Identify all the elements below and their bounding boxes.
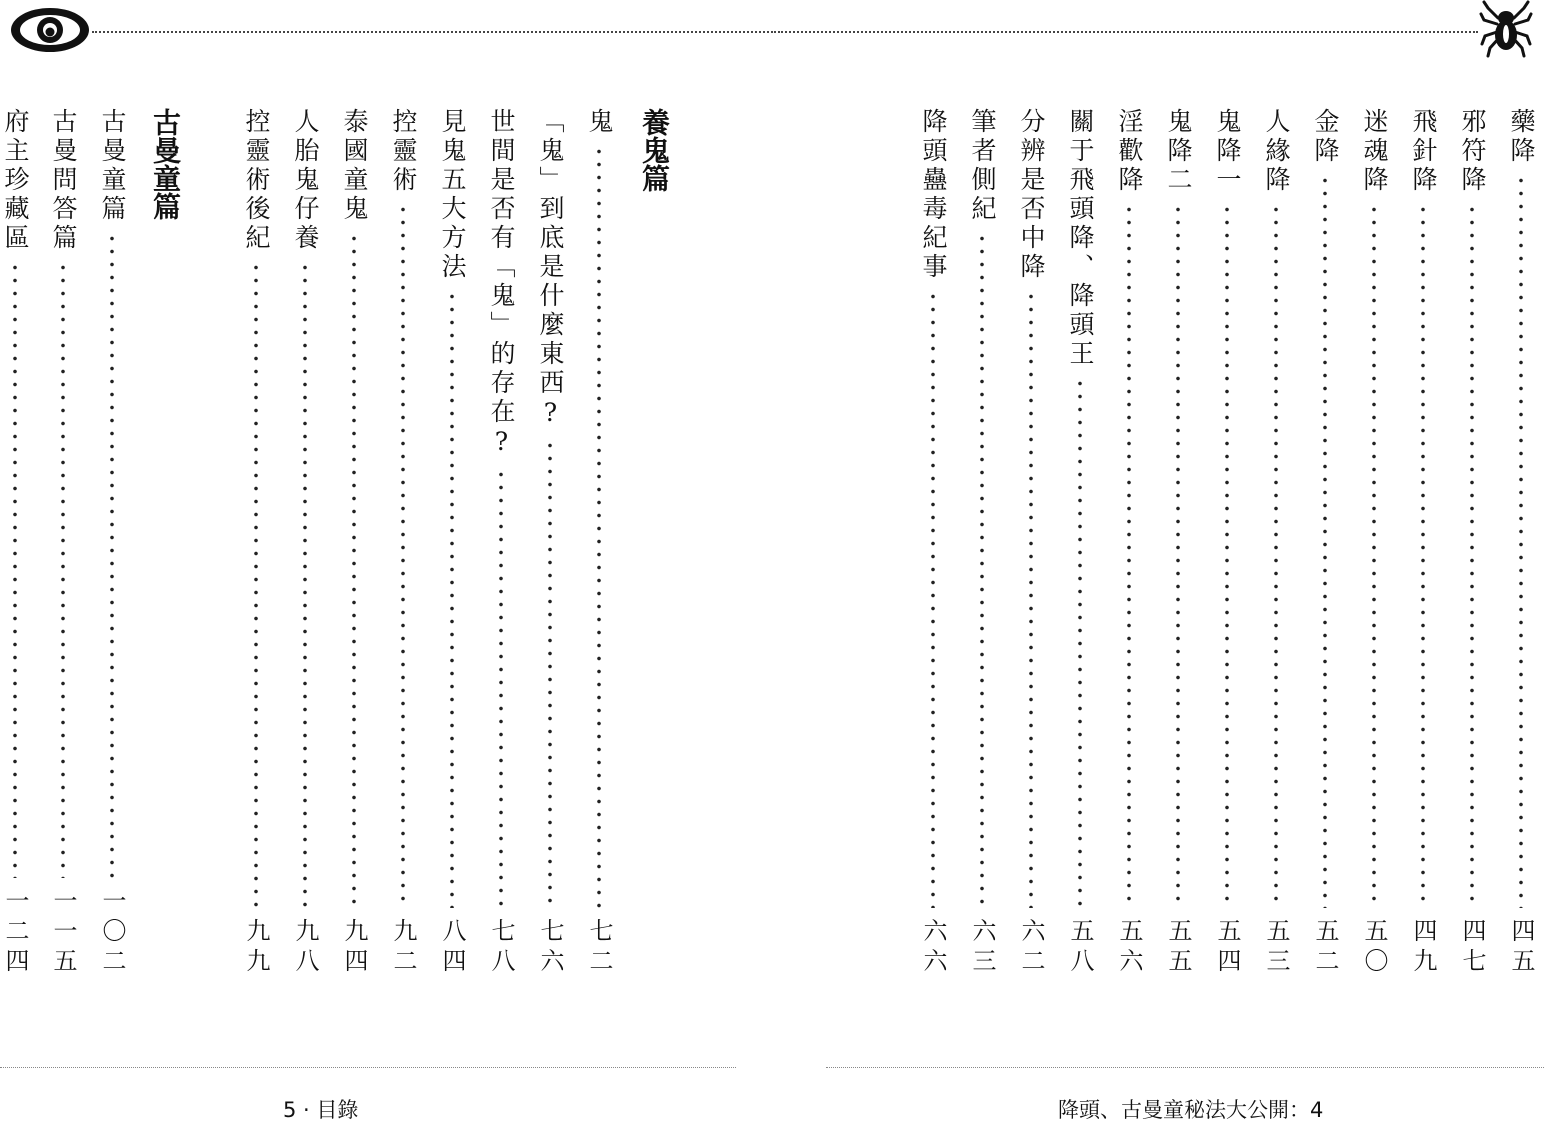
toc-entry-title: 泰國童鬼	[340, 108, 369, 224]
toc-entry[interactable]	[434, 108, 470, 978]
dot-leader	[60, 261, 66, 878]
toc-entry[interactable]	[0, 108, 33, 978]
dot-leader	[979, 232, 985, 908]
toc-entry-page: 五六	[1115, 918, 1143, 978]
dot-leader	[1518, 174, 1524, 908]
toc-entry[interactable]	[532, 108, 568, 978]
toc-entry-title: 降頭蠱毒紀事	[919, 108, 948, 282]
dot-leader	[1469, 203, 1475, 908]
dot-leader	[498, 468, 504, 908]
toc-entry[interactable]	[1209, 108, 1245, 978]
dot-leader	[1224, 203, 1230, 908]
toc-entry-page: 九二	[389, 918, 417, 978]
section-heading-text: 養鬼篇	[638, 108, 671, 192]
toc-entry-title: 邪符降	[1458, 108, 1487, 195]
header-rule-right	[778, 31, 1478, 33]
toc-entry-title: 人胎鬼仔養	[291, 108, 320, 253]
toc-entry-page: 六三	[968, 918, 996, 978]
toc-entry[interactable]	[964, 108, 1000, 978]
section-heading-text: 古曼童篇	[149, 108, 182, 220]
dot-leader	[1322, 174, 1328, 908]
toc-entry[interactable]	[1454, 108, 1490, 978]
dot-leader	[547, 439, 553, 908]
footer-rule-left	[0, 1067, 736, 1068]
toc-entry-page: 八四	[438, 918, 466, 978]
toc-entry-page: 四七	[1458, 918, 1486, 978]
toc-entry-title: 分辨是否中降	[1017, 108, 1046, 282]
toc-entry[interactable]	[1111, 108, 1147, 978]
page-footer-left: 5 · 目錄	[283, 1098, 359, 1122]
spider-icon	[1478, 0, 1534, 62]
section-heading	[147, 108, 183, 978]
toc-entry[interactable]	[385, 108, 421, 978]
toc-entry-title: 人緣降	[1262, 108, 1291, 195]
toc-entry-title: 控靈術後紀	[242, 108, 271, 253]
toc-entry[interactable]	[1062, 108, 1098, 978]
toc-entry-title: 筆者側紀	[968, 108, 997, 224]
toc-entry-page: 五八	[1066, 918, 1094, 978]
toc-entry[interactable]	[915, 108, 951, 978]
toc-entry-title: 關于飛頭降、降頭王	[1066, 108, 1095, 369]
toc-entry-page: 五〇	[1360, 918, 1388, 978]
toc-entry-title: 世間是否有「鬼」的存在?	[487, 108, 516, 460]
toc-entry-page: 九八	[291, 918, 319, 978]
toc-entry-title: 「鬼」到底是什麼東西?	[536, 108, 565, 431]
dot-leader	[1420, 203, 1426, 908]
toc-entry-page: 七二	[585, 918, 613, 978]
dot-leader	[302, 261, 308, 908]
toc-entry-page: 一一五	[49, 888, 77, 978]
toc-entry-page: 六六	[919, 918, 947, 978]
toc-entry-page: 四五	[1507, 918, 1535, 978]
toc-entry-page: 五三	[1262, 918, 1290, 978]
toc-entry-title: 古曼問答篇	[49, 108, 78, 253]
toc-entry[interactable]	[1405, 108, 1441, 978]
footer-rule-right	[826, 1067, 1544, 1068]
eye-icon	[8, 4, 92, 60]
dot-leader	[596, 145, 602, 908]
toc-entry-title: 迷魂降	[1360, 108, 1389, 195]
section-heading	[636, 108, 672, 978]
toc-entry-title: 控靈術	[389, 108, 418, 195]
toc-entry[interactable]	[45, 108, 81, 978]
dot-leader	[253, 261, 259, 908]
dot-leader	[1175, 203, 1181, 908]
toc-entry[interactable]	[94, 108, 130, 978]
dot-leader	[400, 203, 406, 908]
toc-entry-page: 一〇二	[98, 888, 126, 978]
toc-entry-title: 府主珍藏區	[1, 108, 30, 253]
toc-entry-page: 九九	[242, 918, 270, 978]
dot-leader	[449, 290, 455, 908]
toc-entry-page: 一二四	[1, 888, 29, 978]
dot-leader	[930, 290, 936, 908]
toc-entry-title: 古曼童篇	[98, 108, 127, 224]
toc-entry-title: 飛針降	[1409, 108, 1438, 195]
toc-entry[interactable]	[581, 108, 617, 978]
dot-leader	[1273, 203, 1279, 908]
toc-entry[interactable]	[287, 108, 323, 978]
toc-entry[interactable]	[238, 108, 274, 978]
toc-entry-page: 七六	[536, 918, 564, 978]
toc-entry-title: 金降	[1311, 108, 1340, 166]
toc-entry-page: 七八	[487, 918, 515, 978]
toc-entry-title: 藥降	[1507, 108, 1536, 166]
toc-entry[interactable]	[483, 108, 519, 978]
toc-entry-title: 鬼	[585, 108, 614, 137]
toc-entry-page: 九四	[340, 918, 368, 978]
dot-leader	[1077, 377, 1083, 908]
toc-entry[interactable]	[1503, 108, 1539, 978]
toc-entry-page: 六二	[1017, 918, 1045, 978]
toc-entry-title: 見鬼五大方法	[438, 108, 467, 282]
page-footer-right: 降頭、古曼童秘法大公開：4	[1058, 1098, 1324, 1122]
toc-entry[interactable]	[336, 108, 372, 978]
toc-entry-title: 鬼降二	[1164, 108, 1193, 195]
dot-leader	[351, 232, 357, 908]
toc-entry[interactable]	[1258, 108, 1294, 978]
dot-leader	[1126, 203, 1132, 908]
toc-entry-title: 淫歡降	[1115, 108, 1144, 195]
toc-entry-page: 五五	[1164, 918, 1192, 978]
toc-entry[interactable]	[1356, 108, 1392, 978]
dot-leader	[1371, 203, 1377, 908]
dot-leader	[109, 232, 115, 878]
toc-entry-title: 鬼降一	[1213, 108, 1242, 195]
toc-entry[interactable]	[1013, 108, 1049, 978]
toc-entry-page: 五二	[1311, 918, 1339, 978]
toc-entry[interactable]	[1307, 108, 1343, 978]
toc-entry-page: 五四	[1213, 918, 1241, 978]
toc-entry[interactable]	[1160, 108, 1196, 978]
dot-leader	[12, 261, 18, 878]
dot-leader	[1028, 290, 1034, 908]
toc-entry-page: 四九	[1409, 918, 1437, 978]
header-rule-left	[92, 31, 776, 33]
